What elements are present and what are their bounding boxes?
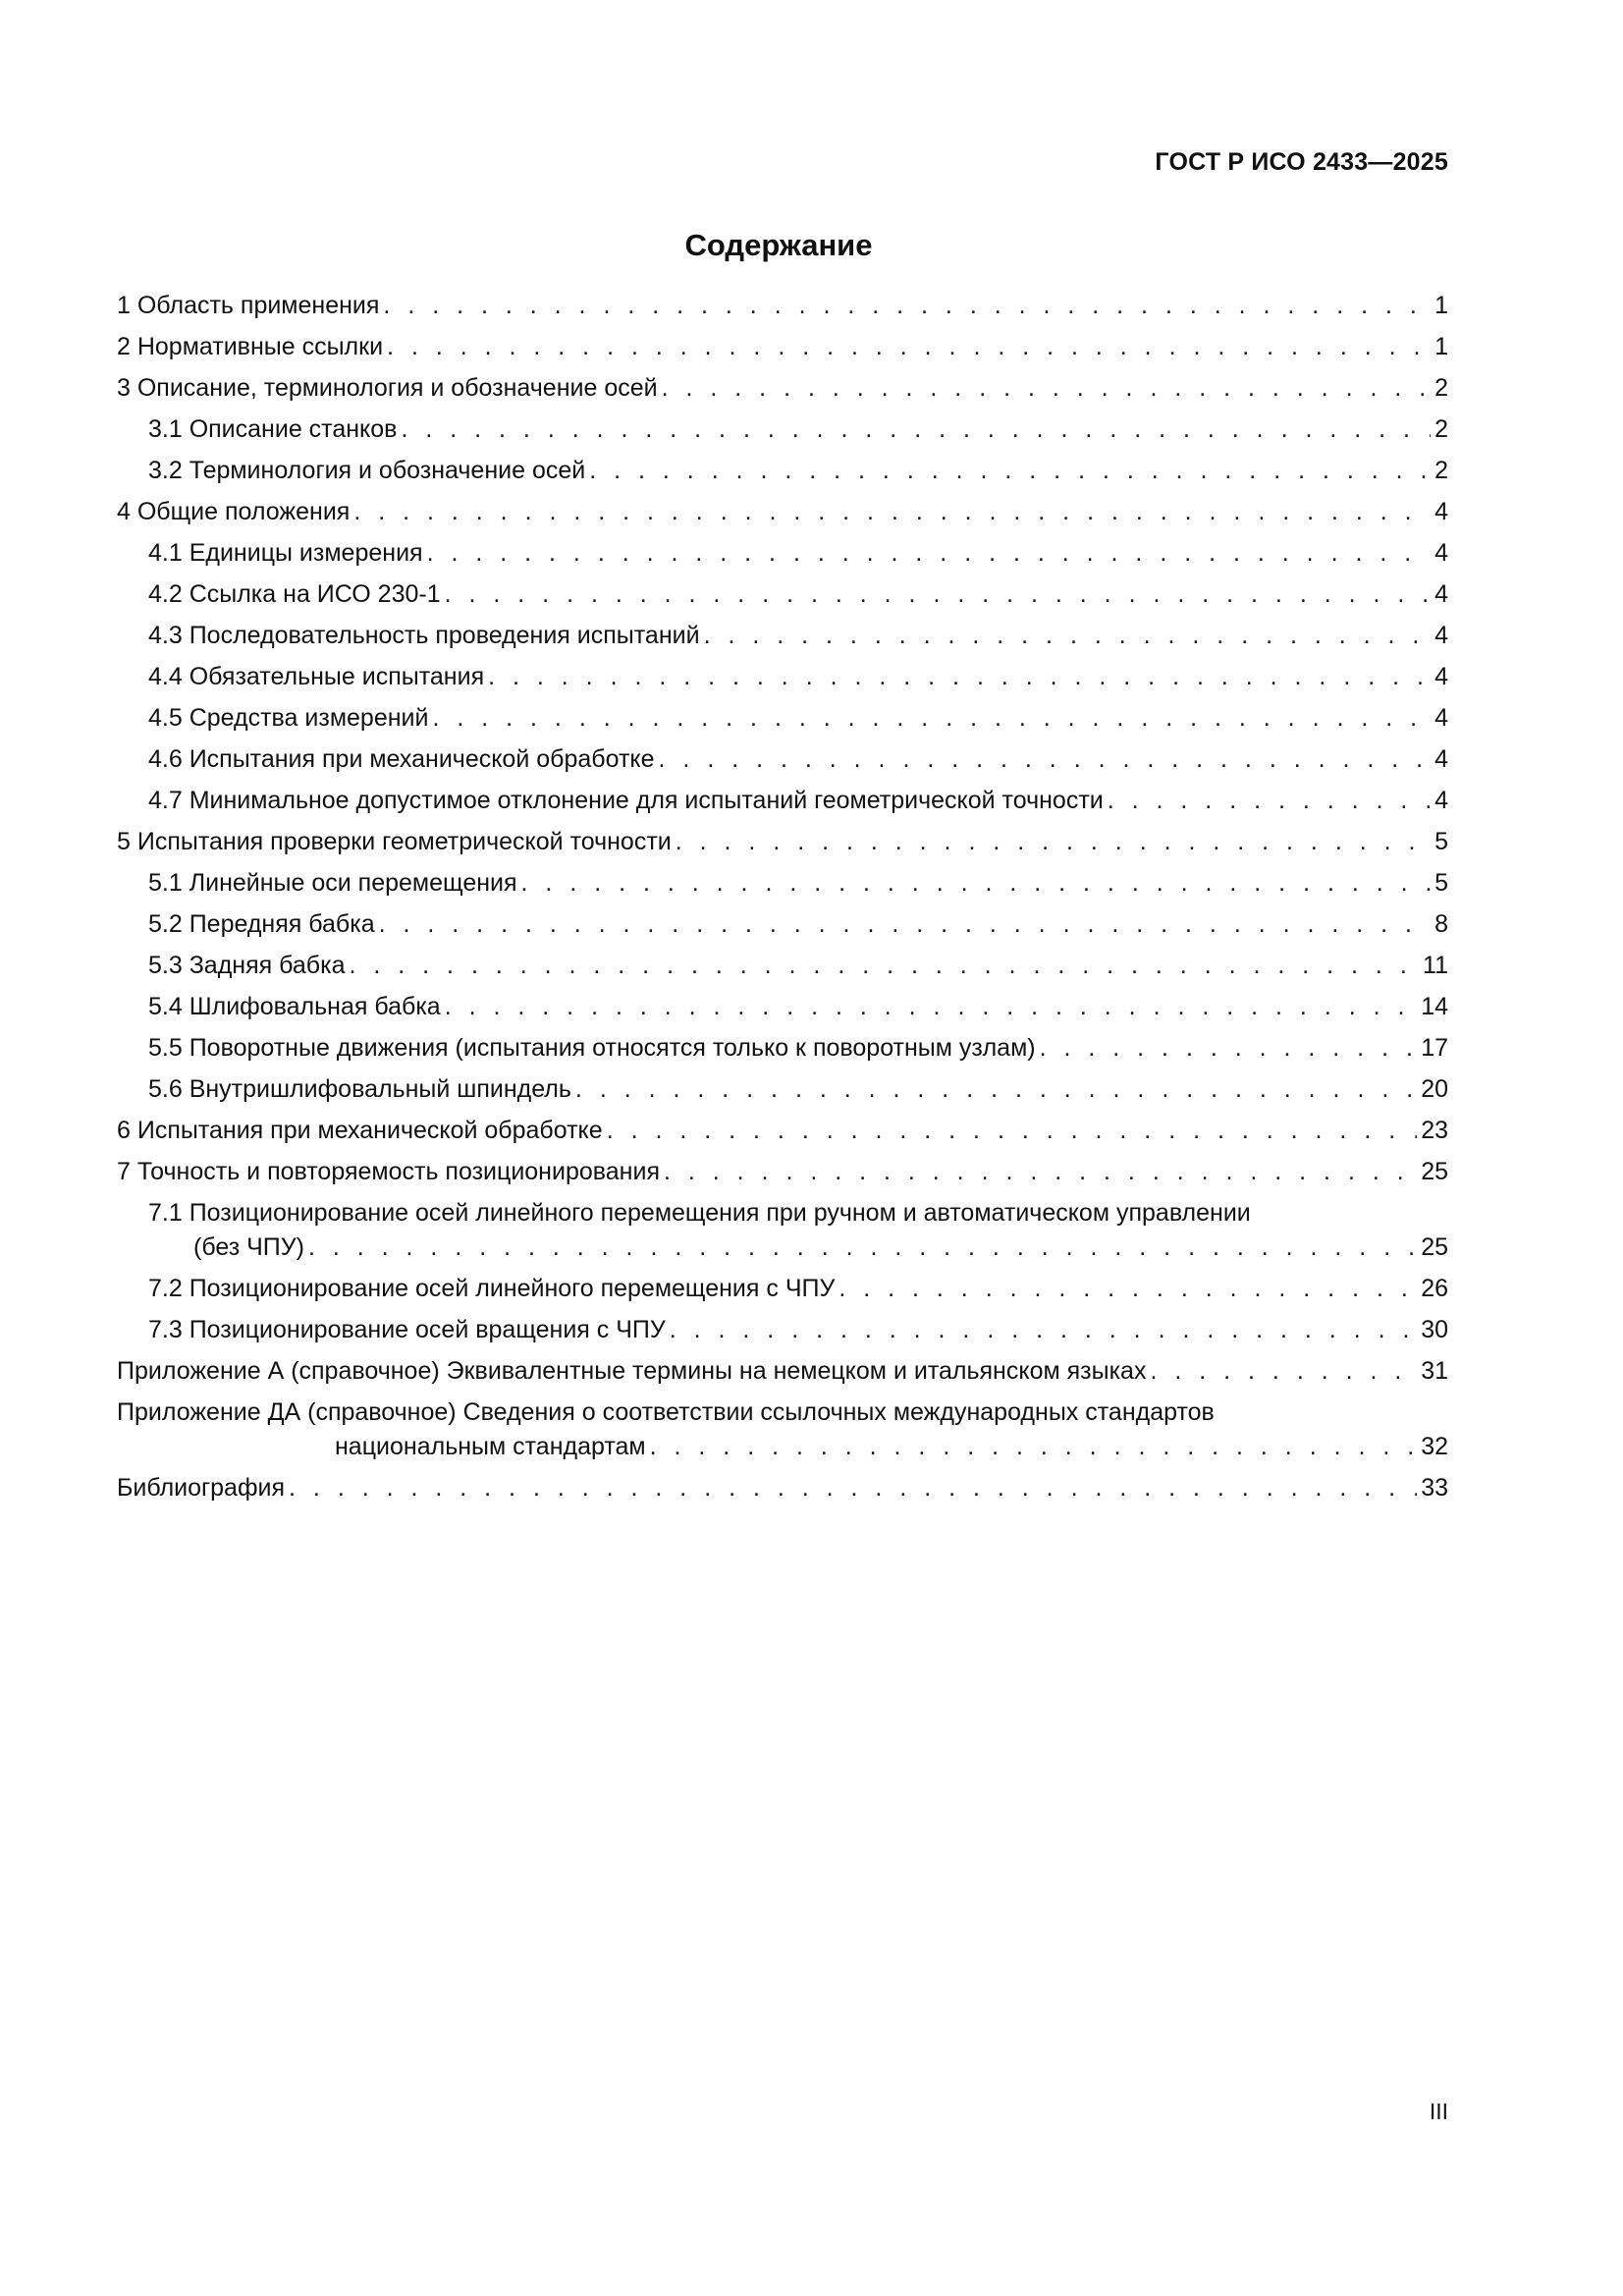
toc-entry[interactable]	[117, 536, 1448, 577]
toc-entry[interactable]	[117, 289, 1448, 330]
page-number: III	[1429, 2099, 1448, 2124]
toc-leader-dots	[589, 454, 1431, 488]
toc-entry-text: 3.2 Терминология и обозначение осей	[148, 457, 586, 484]
toc-entry-text-continued: (без ЧПУ)	[193, 1233, 304, 1261]
toc-entry[interactable]	[117, 330, 1448, 371]
toc-entry[interactable]	[117, 907, 1448, 949]
toc-entry-text: 4.2 Ссылка на ИСО 230-1	[148, 580, 441, 608]
toc-leader-dots	[383, 289, 1431, 323]
toc-leader-dots	[1108, 784, 1431, 818]
toc-entry-page: 32	[1421, 1433, 1448, 1460]
toc-leader-dots	[659, 742, 1432, 777]
toc-leader-dots	[387, 330, 1431, 364]
toc-entry-text: 4.5 Средства измерений	[148, 704, 429, 732]
toc-leader-dots	[445, 577, 1431, 612]
toc-entry[interactable]	[117, 1313, 1448, 1354]
toc-entry-text: 7.1 Позиционирование осей линейного перемещения при ручном и автоматическом управлении	[148, 1199, 1251, 1227]
toc-entry[interactable]	[117, 1114, 1448, 1155]
toc-entry-page: 4	[1434, 580, 1448, 608]
toc-entry-page: 4	[1434, 539, 1448, 567]
toc-entry-text: 7.2 Позиционирование осей линейного перемещения с ЧПУ	[148, 1275, 836, 1302]
toc-entry-text: 6 Испытания при механической обработке	[117, 1117, 603, 1144]
toc-entry-page: 4	[1434, 622, 1448, 649]
toc-entry[interactable]	[117, 1031, 1448, 1072]
toc-entry-text: 5.4 Шлифовальная бабка	[148, 993, 441, 1020]
toc-leader-dots	[575, 1072, 1417, 1107]
toc-entry-text: 4.6 Испытания при механической обработке	[148, 745, 655, 773]
toc-leader-dots	[432, 701, 1431, 736]
toc-entry-text: 4.3 Последовательность проведения испытаний	[148, 622, 700, 649]
toc-entry-page: 4	[1434, 498, 1448, 525]
toc-entry-text: 4 Общие положения	[117, 498, 351, 525]
toc-entry-text: 3.1 Описание станков	[148, 415, 398, 443]
toc-entry-text: Приложение ДА (справочное) Сведения о соответствии ссылочных международных стандартов	[117, 1398, 1215, 1426]
toc-leader-dots	[664, 1155, 1417, 1189]
toc-entry-page: 17	[1421, 1034, 1448, 1062]
toc-entry-page: 25	[1421, 1233, 1448, 1261]
toc-leader-dots	[607, 1114, 1418, 1148]
toc-entry-page: 23	[1421, 1117, 1448, 1144]
toc-entry-text: 4.7 Минимальное допустимое отклонение для испытаний геометрической точности	[148, 787, 1104, 814]
toc-entry[interactable]	[117, 454, 1448, 495]
toc-entry-text: Приложение А (справочное) Эквивалентные термины на немецком и итальянском языках	[117, 1357, 1147, 1385]
toc-entry-page: 4	[1434, 663, 1448, 690]
toc-entry[interactable]	[117, 825, 1448, 866]
toc-leader-dots	[650, 1430, 1418, 1464]
toc-title: Содержание	[684, 228, 873, 262]
toc-leader-dots	[521, 866, 1432, 901]
toc-entry-text: 5.2 Передняя бабка	[148, 910, 375, 938]
toc-entry[interactable]	[117, 784, 1448, 825]
toc-leader-dots	[662, 371, 1431, 406]
toc-entry-text: 5.3 Задняя бабка	[148, 952, 346, 979]
toc-entry[interactable]	[117, 412, 1448, 454]
toc-leader-dots	[353, 495, 1431, 529]
toc-entry[interactable]	[117, 660, 1448, 701]
toc-entry-text: 4.4 Обязательные испытания	[148, 663, 485, 690]
toc-entry[interactable]	[117, 1354, 1448, 1395]
toc-entry-text: 5.1 Линейные оси перемещения	[148, 869, 517, 897]
toc-leader-dots	[676, 825, 1431, 859]
toc-entry-page: 2	[1434, 374, 1448, 402]
toc-entry[interactable]	[117, 1471, 1448, 1512]
toc-entry[interactable]	[117, 495, 1448, 536]
toc-entry-text: 5.5 Поворотные движения (испытания относятся только к поворотным узлам)	[148, 1034, 1036, 1062]
table-of-contents	[117, 289, 1448, 1512]
toc-leader-dots	[704, 619, 1432, 653]
toc-entry[interactable]	[117, 742, 1448, 784]
toc-leader-dots	[1040, 1031, 1418, 1066]
toc-entry[interactable]	[117, 619, 1448, 660]
toc-leader-dots	[308, 1230, 1417, 1265]
toc-entry-page: 25	[1421, 1158, 1448, 1185]
toc-entry-page: 33	[1421, 1474, 1448, 1502]
toc-entry-page: 26	[1421, 1275, 1448, 1302]
toc-entry-page: 8	[1434, 910, 1448, 938]
toc-entry[interactable]	[117, 990, 1448, 1031]
toc-entry-text: 1 Область применения	[117, 292, 380, 319]
toc-entry-text-continued: национальным стандартам	[335, 1433, 646, 1460]
toc-entry-text: 7 Точность и повторяемость позиционирования	[117, 1158, 660, 1185]
toc-entry-text: 3 Описание, терминология и обозначение осей	[117, 374, 658, 402]
toc-entry[interactable]	[117, 949, 1448, 990]
toc-leader-dots	[488, 660, 1431, 694]
toc-entry-page: 2	[1434, 415, 1448, 443]
toc-entry-page: 2	[1434, 457, 1448, 484]
toc-entry-text: 2 Нормативные ссылки	[117, 333, 384, 360]
toc-entry-page: 1	[1434, 333, 1448, 360]
toc-entry-page: 11	[1423, 952, 1448, 979]
toc-leader-dots	[289, 1471, 1417, 1505]
toc-entry[interactable]	[117, 1196, 1448, 1272]
toc-entry-page: 5	[1434, 869, 1448, 897]
standard-code: ГОСТ Р ИСО 2433—2025	[1155, 148, 1448, 176]
toc-entry-page: 5	[1434, 828, 1448, 855]
toc-leader-dots	[1150, 1354, 1417, 1389]
toc-entry-text: Библиография	[117, 1474, 286, 1502]
toc-entry-page: 4	[1434, 704, 1448, 732]
toc-entry-page: 31	[1421, 1357, 1448, 1385]
toc-leader-dots	[401, 412, 1431, 447]
toc-entry-text: 7.3 Позиционирование осей вращения с ЧПУ	[148, 1316, 666, 1343]
toc-entry-page: 1	[1434, 292, 1448, 319]
toc-entry-page: 30	[1421, 1316, 1448, 1343]
toc-entry-text: 4.1 Единицы измерения	[148, 539, 423, 567]
toc-entry-page: 14	[1421, 993, 1448, 1020]
toc-entry[interactable]	[117, 866, 1448, 907]
toc-leader-dots	[349, 949, 1419, 983]
toc-entry[interactable]	[117, 577, 1448, 619]
toc-entry[interactable]	[117, 701, 1448, 742]
toc-leader-dots	[839, 1272, 1417, 1306]
toc-entry-page: 4	[1434, 787, 1448, 814]
toc-entry-page: 4	[1434, 745, 1448, 773]
toc-leader-dots	[427, 536, 1432, 571]
toc-entry[interactable]	[117, 1072, 1448, 1114]
toc-entry[interactable]	[117, 1155, 1448, 1196]
toc-entry-text: 5.6 Внутришлифовальный шпиндель	[148, 1075, 571, 1103]
toc-entry[interactable]	[117, 1272, 1448, 1313]
toc-entry-page: 20	[1421, 1075, 1448, 1103]
toc-leader-dots	[670, 1313, 1417, 1347]
toc-leader-dots	[445, 990, 1417, 1024]
toc-entry[interactable]	[117, 1395, 1448, 1471]
toc-entry-text: 5 Испытания проверки геометрической точности	[117, 828, 672, 855]
toc-entry[interactable]	[117, 371, 1448, 412]
toc-leader-dots	[379, 907, 1431, 942]
